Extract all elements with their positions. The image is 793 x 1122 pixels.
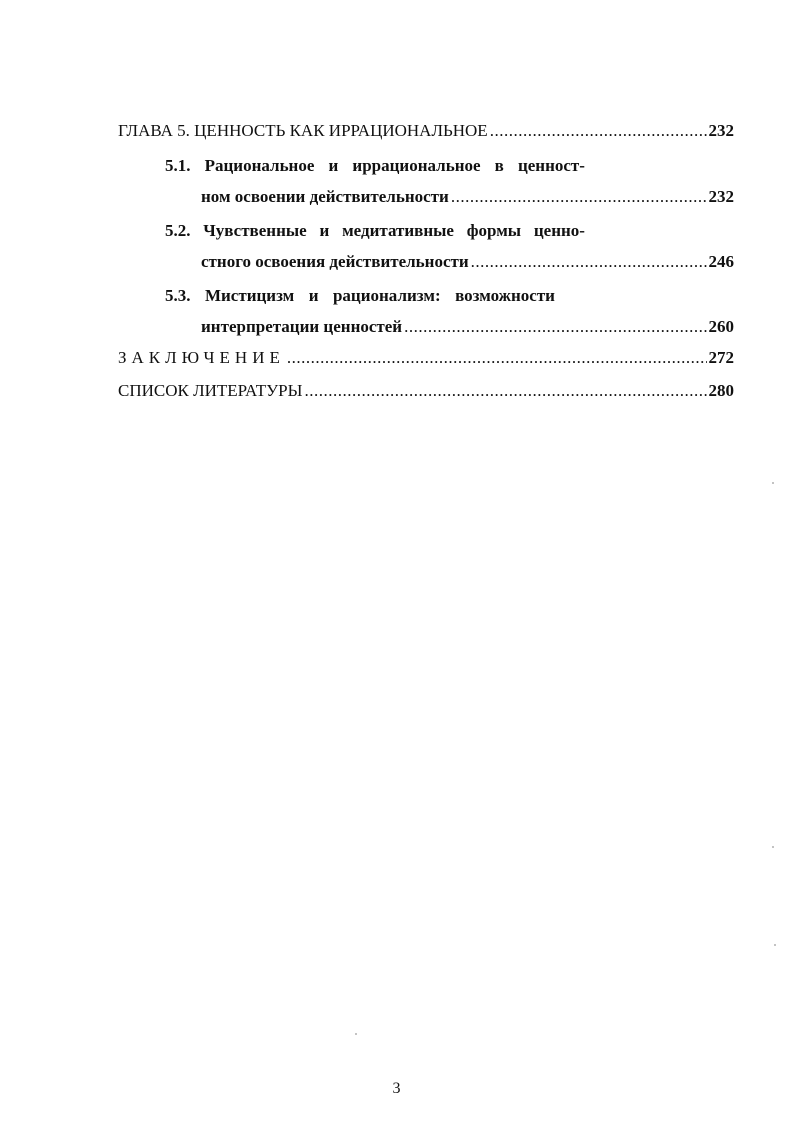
heading-word: формы: [466, 221, 522, 240]
toc-entry-page: 232: [708, 121, 734, 140]
heading-word: возможности: [455, 286, 555, 305]
heading-word: Рациональное: [204, 156, 315, 175]
toc-entry-5-1-line-2[interactable]: [0, 185, 793, 209]
heading-word: иррациональное: [352, 156, 481, 175]
dot-leader: [304, 379, 706, 403]
scan-speck: [774, 944, 776, 946]
section-number: 5.1.: [165, 156, 191, 175]
toc-entry-5-3-line-2[interactable]: [0, 315, 793, 339]
dot-leader: [490, 119, 707, 143]
section-number: 5.3.: [165, 286, 191, 305]
toc-entry-5-3-line-1[interactable]: [0, 284, 793, 308]
toc-entry-5-2-line-2[interactable]: [0, 250, 793, 274]
toc-entry-title: ГЛАВА 5. ЦЕННОСТЬ КАК ИРРАЦИОНАЛЬНОЕ: [118, 121, 488, 140]
toc-entry-5-2-line-1[interactable]: [0, 219, 793, 243]
toc-entry-conclusion[interactable]: [0, 346, 793, 370]
heading-word: и: [328, 156, 339, 175]
toc-entry-title: СПИСОК ЛИТЕРАТУРЫ: [118, 381, 303, 400]
heading-word: Мистицизм: [204, 286, 295, 305]
toc-entry-title: стного освоения действительности: [201, 252, 469, 271]
heading-word: ценност-: [517, 156, 585, 175]
toc-entry-heading: [165, 219, 585, 243]
heading-word: медитативные: [342, 221, 454, 240]
page-number: 3: [392, 1080, 401, 1097]
toc-entry-page: 232: [708, 187, 734, 206]
dot-leader: [404, 315, 706, 339]
scan-speck: [772, 482, 774, 484]
section-number: 5.2.: [165, 221, 191, 240]
toc-entry-page: 246: [708, 252, 734, 271]
heading-word: Чувственные: [203, 221, 307, 240]
heading-word: рационализм:: [332, 286, 441, 305]
toc-entry-chapter-5[interactable]: [0, 119, 793, 143]
toc-entry-literature[interactable]: [0, 379, 793, 403]
heading-word: и: [308, 286, 319, 305]
heading-word: и: [319, 221, 330, 240]
heading-word: в: [494, 156, 504, 175]
scan-speck: [355, 1033, 357, 1035]
toc-entry-page: 280: [708, 381, 734, 400]
toc-entry-page: 272: [708, 348, 734, 367]
dot-leader: [451, 185, 707, 209]
scan-speck: [772, 846, 774, 848]
dot-leader: [287, 346, 707, 370]
toc-entry-heading: [165, 154, 585, 178]
toc-entry-page: 260: [708, 317, 734, 336]
toc-entry-5-1-line-1[interactable]: [0, 154, 793, 178]
heading-word: ценно-: [533, 221, 585, 240]
toc-entry-heading: [165, 284, 555, 308]
dot-leader: [471, 250, 707, 274]
toc-entry-title: интерпретации ценностей: [201, 317, 403, 336]
toc-entry-title: ЗАКЛЮЧЕНИЕ: [118, 348, 285, 367]
toc-entry-title: ном освоении действительности: [201, 187, 449, 206]
